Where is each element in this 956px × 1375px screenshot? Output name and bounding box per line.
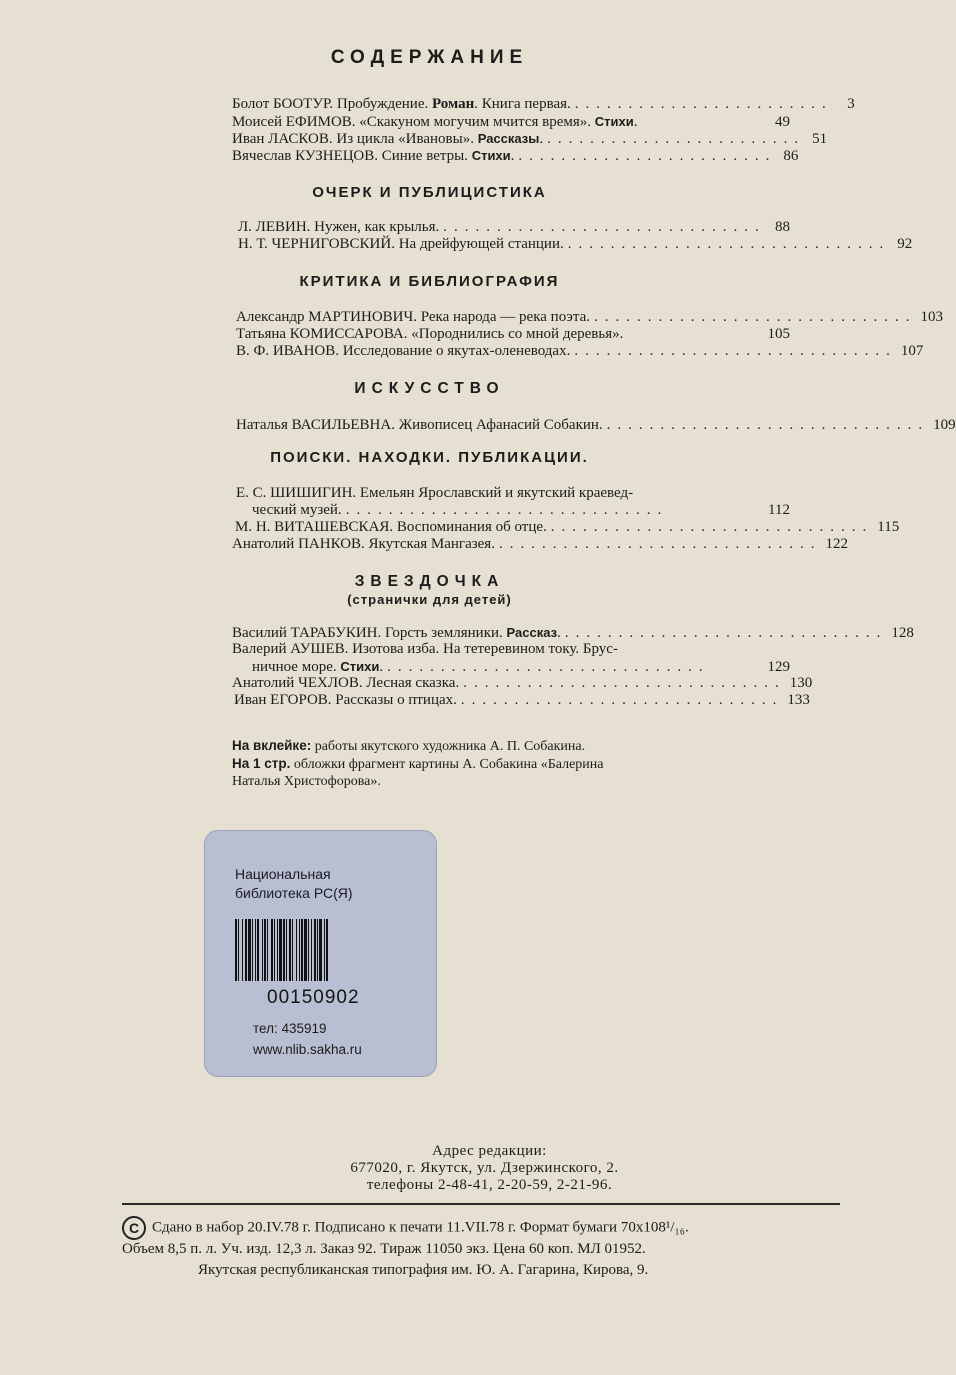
imprint-line-1 xyxy=(122,1216,846,1240)
leader-dots: .............................. xyxy=(463,675,786,691)
entry-text: Анатолий ЧЕХЛОВ. Лесная сказка. xyxy=(232,675,460,691)
entry-text: Наталья ВАСИЛЬЕВНА. Живописец Афанасий Собакин. xyxy=(236,417,603,433)
toc-entry xyxy=(236,326,790,343)
library-website: www.nlib.sakha.ru xyxy=(253,1042,362,1057)
entry-genre: Стихи xyxy=(471,148,511,163)
imprint-line-3: Якутская республиканская типография им. Ю. А. Гагарина, Кирова, 9. xyxy=(198,1262,649,1278)
toc-entry xyxy=(232,130,828,147)
entry-text: Василий ТАРАБУКИН. Горсть земляники. xyxy=(232,625,507,641)
leader-dots: .............................. xyxy=(443,219,766,235)
entry-text-tail: . xyxy=(633,114,638,130)
toc-entry xyxy=(232,624,914,641)
entry-text: Анатолий ПАНКОВ. Якутская Мангазея. xyxy=(232,536,495,552)
entry-text: Иван ЛАСКОВ. Из цикла «Ивановы». xyxy=(232,131,478,147)
page-number: 129 xyxy=(767,659,790,675)
page-number: 130 xyxy=(789,675,813,691)
entry-genre: Роман xyxy=(432,96,475,112)
section-heading-critique: КРИТИКА И БИБЛИОГРАФИЯ xyxy=(299,273,560,290)
page-number: 3 xyxy=(847,96,855,112)
toc-entry-continuation xyxy=(232,658,790,675)
entry-genre: Стихи xyxy=(594,114,634,129)
toc-entry xyxy=(236,417,956,434)
entry-text: Иван ЕГОРОВ. Рассказы о птицах. xyxy=(234,692,457,708)
address-line: Адрес редакции: xyxy=(432,1143,547,1159)
entry-text: М. Н. ВИТАШЕВСКАЯ. Воспоминания об отце. xyxy=(235,519,547,535)
entry-text: В. Ф. ИВАНОВ. Исследование о якутах-оленеводах. xyxy=(236,343,571,359)
leader-dots: .............................. xyxy=(550,519,874,535)
toc-entry xyxy=(232,519,900,536)
library-phone: тел: 435919 xyxy=(253,1021,327,1036)
search-entries xyxy=(232,485,900,553)
note-label: На вклейке: xyxy=(232,738,312,753)
entry-text: Александр МАРТИНОВИЧ. Река народа — река поэта. xyxy=(236,309,590,325)
page-number: 105 xyxy=(767,326,790,342)
page-number: 133 xyxy=(787,692,810,708)
leader-dots: .............................. xyxy=(564,625,888,641)
leader-dots: .............................. xyxy=(593,309,917,325)
section-subheading-star: (странички для детей) xyxy=(347,592,512,607)
library-name xyxy=(235,865,353,903)
entry-text: ничное море. xyxy=(252,659,341,675)
section-heading-star: ЗВЕЗДОЧКА xyxy=(354,573,505,590)
page-number: 92 xyxy=(897,236,913,252)
section-heading-essay: ОЧЕРК И ПУБЛИЦИСТИКА xyxy=(312,184,547,201)
page-number: 122 xyxy=(825,536,848,552)
library-barcode-sticker xyxy=(204,830,437,1077)
note-label: На 1 стр. xyxy=(232,756,291,771)
page-number: 49 xyxy=(775,114,790,130)
entry-text-tail: . Книга первая. xyxy=(474,96,571,112)
leader-dots: .............................. xyxy=(345,502,669,518)
entry-text: Вячеслав КУЗНЕЦОВ. Синие ветры. xyxy=(232,148,472,164)
main-entries xyxy=(232,96,855,164)
page-number: 112 xyxy=(768,502,790,518)
imprint-text: Сдано в набор 20.IV.78 г. Подписано к печати 11.VII.78 г. Формат бумаги 70x108¹/₁₆. xyxy=(152,1219,689,1236)
essay-entries xyxy=(238,219,913,253)
toc-entry xyxy=(232,692,810,709)
toc-entry xyxy=(232,536,848,553)
entry-genre: Рассказ xyxy=(506,625,558,640)
toc-entry xyxy=(232,113,790,130)
barcode xyxy=(235,919,415,981)
art-entries xyxy=(236,417,956,434)
note-text: работы якутского художника А. П. Собакина. xyxy=(311,739,586,754)
editorial-address xyxy=(60,1143,919,1194)
critique-entries xyxy=(236,309,943,360)
page-title: СОДЕРЖАНИЕ xyxy=(330,47,529,68)
page-number: 109 xyxy=(933,417,956,433)
entry-text: Е. С. ШИШИГИН. Емельян Ярославский и якутский краевед- xyxy=(236,485,634,501)
entry-text: Л. ЛЕВИН. Нужен, как крылья. xyxy=(238,219,440,235)
toc-entry xyxy=(236,309,943,326)
toc-entry xyxy=(238,236,913,253)
entry-text: ческий музей. xyxy=(252,502,342,518)
toc-entry xyxy=(236,343,924,360)
insert-notes xyxy=(232,737,792,790)
leader-dots: .............................. xyxy=(460,692,784,708)
page-number: 86 xyxy=(783,148,799,164)
page-number: 51 xyxy=(812,131,828,147)
toc-entry xyxy=(232,147,799,164)
leader-dots: ........................ xyxy=(574,96,833,112)
leader-dots: ........................ xyxy=(518,148,777,164)
entry-text: Н. Т. ЧЕРНИГОВСКИЙ. На дрейфующей станции. xyxy=(238,236,564,252)
page-number: 103 xyxy=(920,309,943,325)
toc-entry xyxy=(232,485,790,502)
entry-text-tail: . xyxy=(539,131,544,147)
leader-dots: .............................. xyxy=(387,659,710,675)
entry-text: Татьяна КОМИССАРОВА. «Породнились со мной деревья». xyxy=(236,326,624,342)
note-text: обложки фрагмент картины А. Собакина «Балерина xyxy=(290,757,604,772)
section-heading-search: ПОИСКИ. НАХОДКИ. ПУБЛИКАЦИИ. xyxy=(270,449,589,466)
section-heading-art: ИСКУССТВО xyxy=(354,380,505,397)
page-number: 107 xyxy=(900,343,924,359)
star-entries xyxy=(232,624,914,709)
divider-rule xyxy=(122,1203,840,1205)
toc-entry xyxy=(232,675,813,692)
note-text: Наталья Христофорова». xyxy=(232,774,381,789)
barcode-bar xyxy=(328,919,329,981)
entry-genre: Рассказы xyxy=(477,131,540,146)
entry-text-tail: . xyxy=(379,659,384,675)
entry-genre: Стихи xyxy=(340,659,380,674)
toc-entry xyxy=(232,641,790,658)
copyright-icon: С xyxy=(122,1216,146,1240)
toc-entry xyxy=(238,219,790,236)
barcode-number: 00150902 xyxy=(267,987,360,1008)
toc-entry xyxy=(232,96,855,113)
leader-dots: .............................. xyxy=(567,236,891,252)
leader-dots: .............................. xyxy=(606,417,930,433)
address-line: 677020, г. Якутск, ул. Дзержинского, 2. xyxy=(350,1160,619,1176)
imprint-line-2: Объем 8,5 п. л. Уч. изд. 12,3 л. Заказ 92. Тираж 11050 экз. Цена 60 коп. МЛ 01952. xyxy=(122,1241,646,1257)
entry-text: Болот БООТУР. Пробуждение. xyxy=(232,96,432,112)
address-line: телефоны 2-48-41, 2-20-59, 2-21-96. xyxy=(366,1177,613,1193)
entry-text: Моисей ЕФИМОВ. «Скакуном могучим мчится время». xyxy=(232,114,595,130)
entry-text-tail: . xyxy=(510,148,515,164)
page-number: 115 xyxy=(877,519,900,535)
page-number: 88 xyxy=(775,219,790,235)
toc-entry-continuation xyxy=(232,502,790,519)
entry-text: Валерий АУШЕВ. Изотова изба. На тетеревином току. Брус- xyxy=(232,641,618,657)
leader-dots: .............................. xyxy=(574,343,897,359)
page-number: 128 xyxy=(891,625,914,641)
entry-text-tail: . xyxy=(557,625,561,641)
leader-dots: ........................ xyxy=(547,131,806,147)
library-name-line: библиотека РС(Я) xyxy=(235,885,353,901)
library-name-line: Национальная xyxy=(235,866,331,882)
leader-dots: .............................. xyxy=(498,536,822,552)
